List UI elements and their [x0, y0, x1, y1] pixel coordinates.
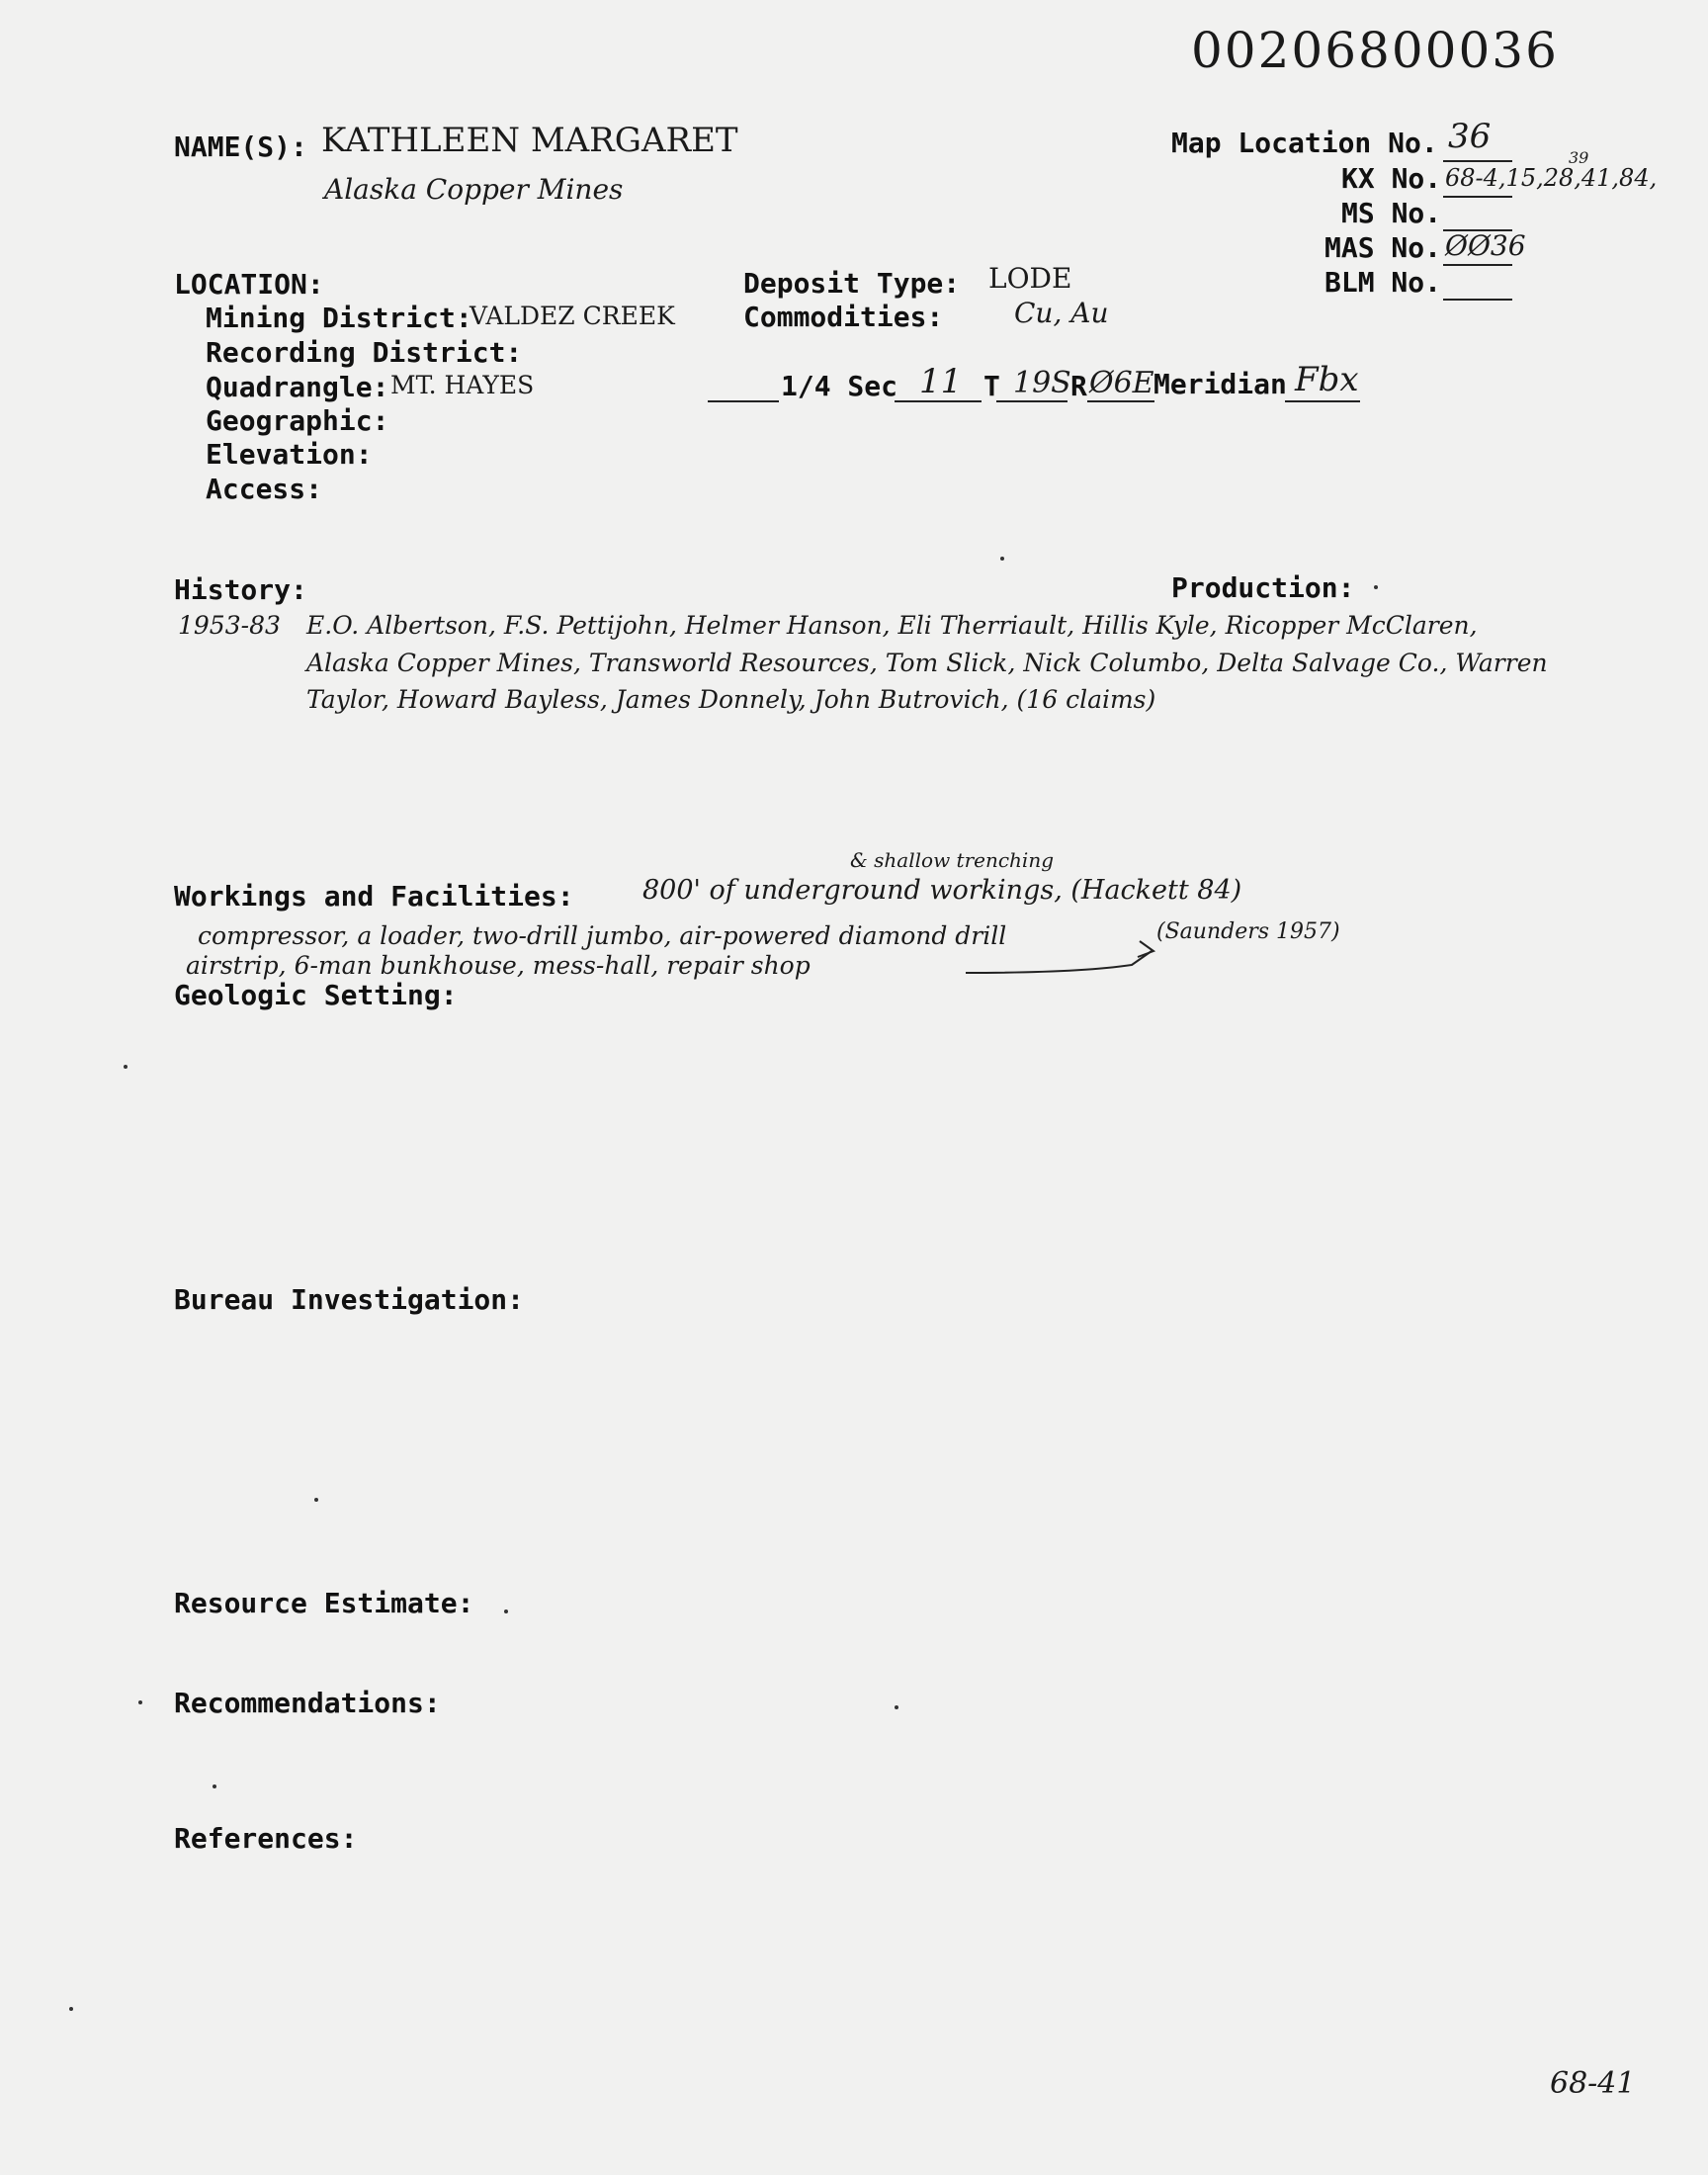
- recommendations-label: Recommendations:: [174, 1687, 441, 1719]
- scan-speck: [69, 2007, 73, 2011]
- map-location-value: 36: [1448, 117, 1492, 156]
- township-underline: [996, 400, 1068, 402]
- township-value: 19S: [1013, 366, 1071, 400]
- history-line-2: Alaska Copper Mines, Transworld Resources, Tom Slick, Nick Columbo, Delta Salvage Co., Warren: [306, 649, 1548, 677]
- document-number: 00206800036: [1191, 22, 1559, 79]
- history-years: 1953-83: [178, 611, 281, 640]
- range-label: R: [1070, 370, 1087, 402]
- history-line-1: E.O. Albertson, F.S. Pettijohn, Helmer Hanson, Eli Therriault, Hillis Kyle, Ricopper McClaren,: [306, 611, 1478, 640]
- workings-line-2-ref: (Saunders 1957): [1156, 919, 1340, 944]
- workings-label: Workings and Facilities:: [174, 880, 574, 913]
- sec-value: 11: [919, 362, 963, 401]
- scan-speck: [1000, 557, 1004, 561]
- ms-label: MS No.: [1341, 197, 1442, 229]
- workings-connector-arrow: [964, 929, 1171, 979]
- scan-speck: [213, 1784, 216, 1788]
- kx-value: 68-4,15,28,41,84,: [1445, 164, 1658, 192]
- map-location-label: Map Location No.: [1171, 127, 1438, 159]
- meridian-label: Meridian: [1153, 368, 1287, 400]
- footer-note: 68-41: [1550, 2066, 1636, 2101]
- map-location-underline: [1443, 160, 1512, 162]
- resource-estimate-label: Resource Estimate:: [174, 1587, 474, 1619]
- deposit-type-label: Deposit Type:: [743, 267, 961, 300]
- names-label: NAME(S):: [174, 130, 307, 163]
- names-value-line1: KATHLEEN MARGARET: [321, 121, 738, 160]
- township-label: T: [983, 370, 1000, 402]
- geologic-setting-label: Geologic Setting:: [174, 979, 458, 1011]
- scan-speck: [138, 1700, 142, 1704]
- scan-speck: [314, 1498, 318, 1502]
- quarter-underline: [708, 400, 779, 402]
- sec-underline: [895, 400, 982, 402]
- mas-underline: [1443, 264, 1512, 266]
- production-label: Production:: [1171, 571, 1355, 604]
- recording-district-label: Recording District:: [206, 336, 523, 369]
- workings-line-2: compressor, a loader, two-drill jumbo, air-powered diamond drill: [198, 921, 1007, 950]
- kx-superscript: 39: [1569, 148, 1589, 167]
- deposit-type-value: LODE: [988, 262, 1072, 295]
- history-line-3: Taylor, Howard Bayless, James Donnely, John Butrovich, (16 claims): [306, 685, 1156, 714]
- bureau-investigation-label: Bureau Investigation:: [174, 1283, 525, 1316]
- meridian-value: Fbx: [1295, 360, 1359, 399]
- elevation-label: Elevation:: [206, 438, 373, 471]
- range-value: Ø6E: [1089, 366, 1154, 400]
- commodities-value: Cu, Au: [1014, 297, 1109, 329]
- quadrangle-value: MT. HAYES: [390, 371, 535, 399]
- access-label: Access:: [206, 473, 323, 505]
- geographic-label: Geographic:: [206, 404, 389, 437]
- meridian-underline: [1285, 400, 1360, 402]
- quadrangle-label: Quadrangle:: [206, 371, 389, 403]
- blm-label: BLM No.: [1324, 266, 1442, 299]
- scan-speck: [124, 1065, 128, 1069]
- location-label: LOCATION:: [174, 268, 324, 301]
- workings-line-1: 800' of underground workings, (Hackett 84): [642, 875, 1242, 906]
- range-underline: [1087, 400, 1154, 402]
- names-value-line2: Alaska Copper Mines: [324, 173, 624, 206]
- scan-speck: [895, 1705, 898, 1709]
- mas-label: MAS No.: [1324, 231, 1442, 264]
- workings-line-3: airstrip, 6-man bunkhouse, mess-hall, repair shop: [186, 951, 811, 980]
- references-label: References:: [174, 1822, 358, 1855]
- scan-speck: [504, 1610, 508, 1613]
- commodities-label: Commodities:: [743, 301, 944, 333]
- workings-insert: & shallow trenching: [850, 848, 1055, 872]
- mining-district-label: Mining District:: [206, 302, 472, 334]
- mining-district-value: VALDEZ CREEK: [470, 302, 675, 330]
- scan-speck: [1374, 585, 1378, 589]
- kx-label: KX No.: [1341, 162, 1442, 195]
- blm-underline: [1443, 299, 1512, 301]
- mas-value: ØØ36: [1445, 229, 1526, 262]
- kx-underline: [1443, 196, 1512, 198]
- quarter-sec-label: 1/4 Sec: [781, 370, 898, 402]
- history-label: History:: [174, 573, 307, 606]
